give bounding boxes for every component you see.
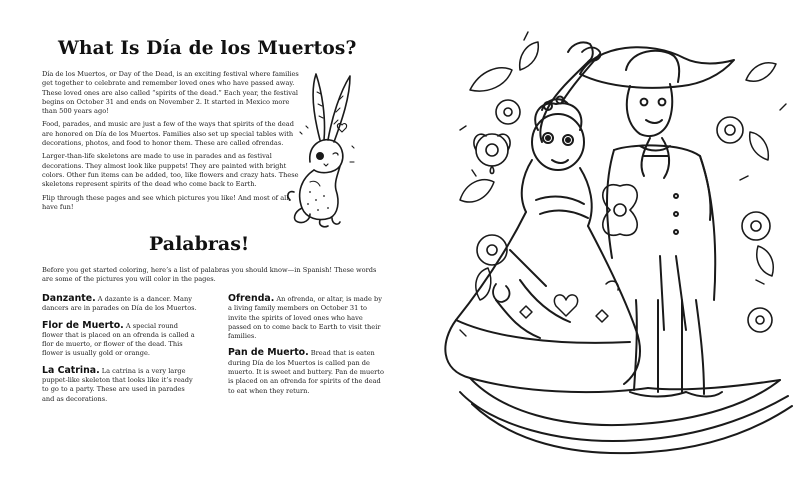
vocab-entry xyxy=(42,321,198,359)
vocab-title: Palabras! xyxy=(149,233,250,255)
vocab-term: Ofrenda. xyxy=(228,293,275,304)
vocab-term: Danzante. xyxy=(42,293,96,304)
leaf-icon xyxy=(460,42,776,300)
catrina-couple-illustration xyxy=(400,0,800,500)
intro-paragraph: Food, parades, and music are just a few of the ways that spirits of the dead are honored on Día de los Muertos. Families also set up special tables with decorations, photos, and food to honor them. These are called ofrendas. xyxy=(42,120,294,148)
vocab-term: La Catrina. xyxy=(42,364,100,376)
vocab-definition: A dazante is a dancer. Many dancers are in parades on Día de los Muertos. xyxy=(42,295,197,313)
vocab-definition: An ofrenda, or altar, is made by a living family members on October 31 to invite the spirits of loved ones who have passed on to come back to Earth to visit their families. xyxy=(228,295,382,341)
catrina-figure xyxy=(522,42,600,226)
vocab-term: Flor de Muerto. xyxy=(42,319,124,331)
vocab-column-left xyxy=(42,294,198,411)
vocab-lead: Before you get started coloring, here’s a list of palabras you should know—in Spanish! These words are some of the pictures you will color in the pages. xyxy=(42,266,377,284)
vocab-definition: A special round flower that is placed on an ofrenda is called a flor de muerto, or flower of the dead. This flower is usually gold or orange. xyxy=(42,321,195,358)
vocab-definition: Bread that is eaten during Día de los Muertos is called pan de muerto. It is sweet and buttery. Pan de muerto is placed on an ofrenda for spirits of the dead to eat when they return. xyxy=(228,349,384,395)
intro-paragraph: Flip through these pages and see which pictures you like! And most of all, have fun! xyxy=(42,193,291,211)
right-page xyxy=(400,0,800,500)
vocab-entry xyxy=(228,348,384,395)
vocab-entry xyxy=(42,294,198,314)
intro-paragraph: Día de los Muertos, or Day of the Dead, is an exciting festival where families get together to celebrate and remember loved ones who have passed away. These loved ones are also called “spirits of the dead.” Each year, the festival begins on October 31 and ends on November 2. It started in Mexico more than 500 years ago! xyxy=(42,70,299,116)
vocab-entry xyxy=(228,294,384,341)
vocab-term: Pan de Muerto. xyxy=(228,347,309,359)
vocab-column-right xyxy=(228,294,384,403)
intro-paragraph: Larger-than-life skeletons are made to use in parades and as festival decorations. They almost look like puppets! They are painted with bright colors. Other fun items can be added, too, like flowers and crazy hats. These skeletons represent spirits of the dead who come back to Earth. xyxy=(42,152,299,189)
alebrije-rabbit-icon xyxy=(280,62,360,232)
skirt-decoration xyxy=(520,281,618,322)
page-title: What Is Día de los Muertos? xyxy=(58,38,357,59)
intro-text xyxy=(42,70,304,216)
vocab-definition: La catrina is a very large puppet-like skeleton that looks like it’s ready to go to a party. These are used in parades and as decorations. xyxy=(42,366,193,403)
vocab-entry xyxy=(42,366,198,404)
